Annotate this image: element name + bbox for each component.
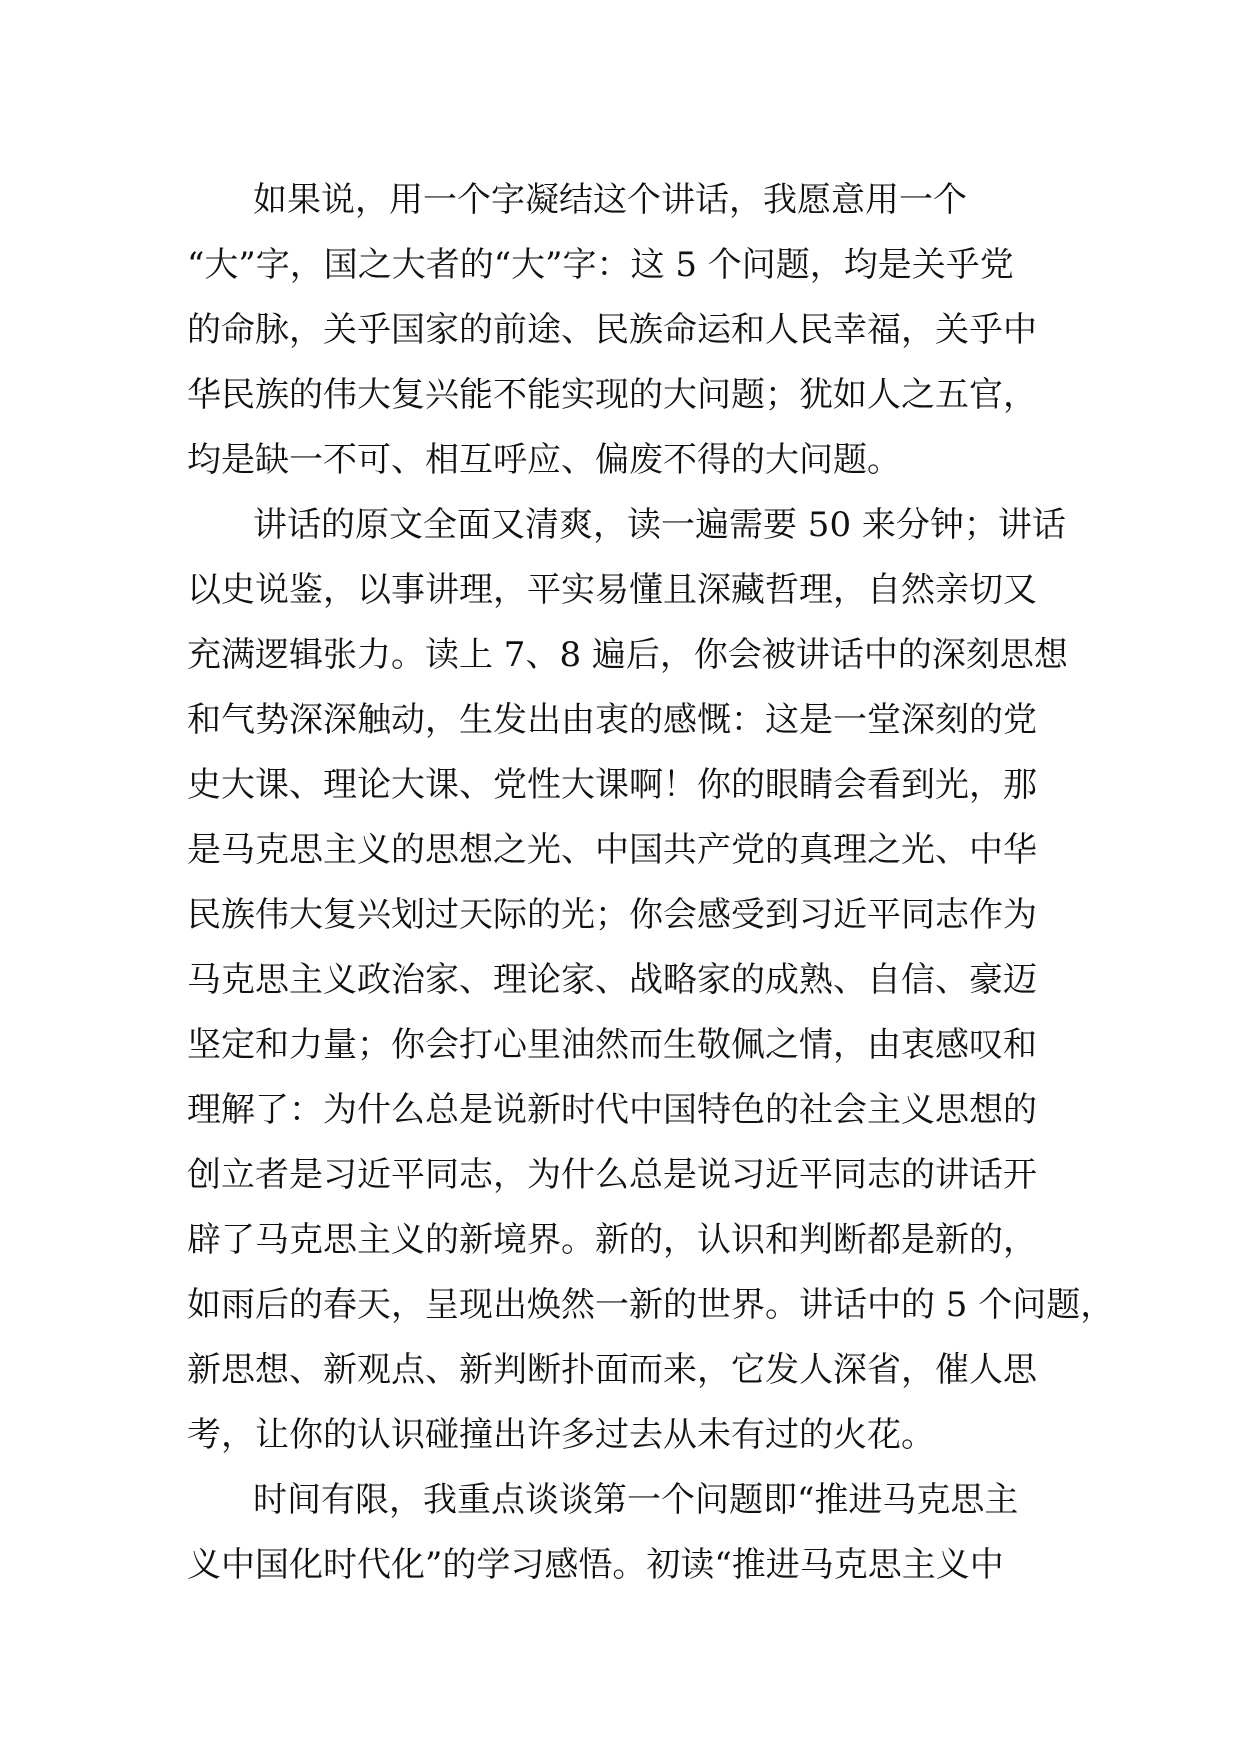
text-line: 华民族的伟大复兴能不能实现的大问题；犹如人之五官， — [187, 375, 1037, 415]
text-line: 理解了：为什么总是说新时代中国特色的社会主义思想的 — [187, 1090, 1037, 1130]
text-line: 以史说鉴，以事讲理，平实易懂且深藏哲理，自然亲切又 — [187, 570, 1037, 610]
text-line: 民族伟大复兴划过天际的光；你会感受到习近平同志作为 — [187, 895, 1037, 935]
text-line: 创立者是习近平同志，为什么总是说习近平同志的讲话开 — [187, 1155, 1037, 1195]
text-line: 辟了马克思主义的新境界。新的，认识和判断都是新的， — [187, 1220, 1037, 1260]
text-line: 充满逻辑张力。读上 7、8 遍后，你会被讲话中的深刻思想 — [187, 635, 1068, 675]
text-line: 考，让你的认识碰撞出许多过去从未有过的火花。 — [187, 1415, 935, 1455]
text-line: 均是缺一不可、相互呼应、偏废不得的大问题。 — [187, 440, 901, 480]
text-line: 的命脉，关乎国家的前途、民族命运和人民幸福，关乎中 — [187, 310, 1037, 350]
text-line: 坚定和力量；你会打心里油然而生敬佩之情，由衷感叹和 — [187, 1025, 1037, 1065]
text-line: 马克思主义政治家、理论家、战略家的成熟、自信、豪迈 — [187, 960, 1037, 1000]
text-line: 史大课、理论大课、党性大课啊！你的眼睛会看到光，那 — [187, 765, 1037, 805]
text-line: 新思想、新观点、新判断扑面而来，它发人深省，催人思 — [187, 1350, 1037, 1390]
body-text — [187, 168, 1115, 1598]
text-line: 是马克思主义的思想之光、中国共产党的真理之光、中华 — [187, 830, 1037, 870]
text-line: 如雨后的春天，呈现出焕然一新的世界。讲话中的 5 个问题， — [187, 1285, 1115, 1325]
text-line: “大”字，国之大者的“大”字：这 5 个问题，均是关乎党 — [187, 245, 1014, 285]
text-line: 如果说，用一个字凝结这个讲话，我愿意用一个 — [253, 180, 967, 220]
text-line: 时间有限，我重点谈谈第一个问题即“推进马克思主 — [253, 1480, 1019, 1520]
text-line: 义中国化时代化”的学习感悟。初读“推进马克思主义中 — [187, 1545, 1004, 1585]
text-line: 和气势深深触动，生发出由衷的感慨：这是一堂深刻的党 — [187, 700, 1037, 740]
text-line: 讲话的原文全面又清爽，读一遍需要 50 来分钟；讲话 — [253, 505, 1066, 545]
